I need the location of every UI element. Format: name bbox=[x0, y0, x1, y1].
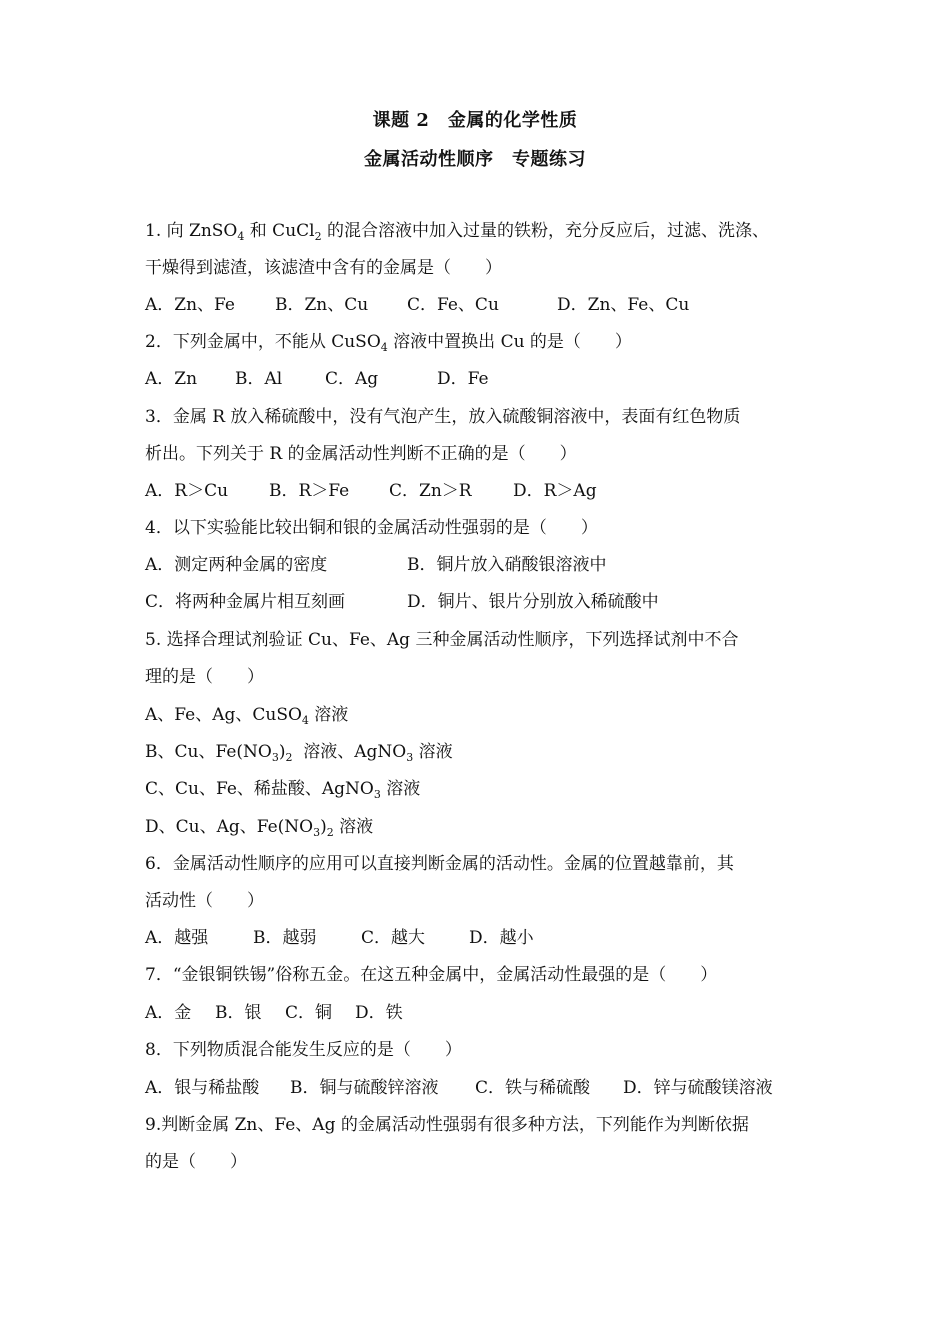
q5d-sub-b: 2 bbox=[326, 826, 334, 839]
option-b: B．越弱 bbox=[253, 928, 317, 948]
q5d-text-a: D、Cu、Ag、Fe(NO bbox=[145, 817, 314, 837]
page-title: 课题 2 金属的化学性质 bbox=[372, 110, 578, 131]
question-1-line-1 bbox=[145, 219, 825, 243]
option-a: A．越强 bbox=[145, 928, 209, 948]
question-6-line-1: 6．金属活动性顺序的应用可以直接判断金属的活动性。金属的位置越靠前，其 bbox=[145, 854, 734, 874]
option-a: A．R＞Cu bbox=[145, 481, 229, 501]
option-a: A．金 bbox=[145, 1003, 192, 1023]
page-subtitle: 金属活动性顺序 专题练习 bbox=[364, 149, 586, 170]
option-c: C．铁与稀硫酸 bbox=[475, 1078, 591, 1098]
q5c-text-a: C、Cu、Fe、稀盐酸、AgNO bbox=[145, 779, 374, 799]
option-d: D．R＞Ag bbox=[513, 481, 597, 501]
question-5-option-d bbox=[145, 815, 825, 839]
question-5-option-c bbox=[145, 777, 825, 801]
option-b: B．R＞Fe bbox=[269, 481, 350, 501]
q1-text-a: 1. 向 ZnSO bbox=[145, 221, 238, 241]
option-d: D．Fe bbox=[437, 369, 489, 389]
question-5-option-a bbox=[145, 703, 825, 727]
q1-sub-a: 4 bbox=[237, 230, 245, 243]
q5d-sub-a: 3 bbox=[313, 826, 321, 839]
q5c-sub-a: 3 bbox=[373, 788, 381, 801]
option-c: C．Ag bbox=[325, 369, 379, 389]
option-d: D．Zn、Fe、Cu bbox=[557, 295, 690, 315]
question-6-line-2: 活动性（ ） bbox=[145, 891, 264, 911]
option-b: B．银 bbox=[215, 1003, 262, 1023]
q5c-text-b: 溶液 bbox=[380, 779, 421, 799]
q2-text-a: 2．下列金属中，不能从 CuSO bbox=[145, 332, 381, 352]
question-7-line-1: 7．“金银铜铁锡”俗称五金。在这五种金属中，金属活动性最强的是（ ） bbox=[145, 965, 718, 985]
option-a: A．Zn、Fe bbox=[145, 295, 235, 315]
option-c: C．将两种金属片相互刻画 bbox=[145, 592, 346, 612]
q2-text-b: 溶液中置换出 Cu 的是（ ） bbox=[387, 332, 632, 352]
q5b-text-c: 溶液、AgNO bbox=[292, 742, 407, 762]
q5b-text-a: B、Cu、Fe(NO bbox=[145, 742, 272, 762]
q1-text-c: 的混合溶液中加入过量的铁粉，充分反应后，过滤、洗涤、 bbox=[321, 221, 769, 241]
option-c: C．Zn＞R bbox=[389, 481, 472, 501]
question-3-line-2: 析出。下列关于 R 的金属活动性判断不正确的是（ ） bbox=[145, 444, 577, 464]
option-c: C．Fe、Cu bbox=[407, 295, 499, 315]
option-d: D．越小 bbox=[469, 928, 534, 948]
option-b: B．Zn、Cu bbox=[275, 295, 369, 315]
option-a: A．Zn bbox=[145, 369, 198, 389]
option-d: D．铁 bbox=[355, 1003, 403, 1023]
q5a-sub-a: 4 bbox=[301, 714, 309, 727]
option-c: C．铜 bbox=[285, 1003, 333, 1023]
q5b-text-d: 溶液 bbox=[413, 742, 453, 762]
option-a: A．测定两种金属的密度 bbox=[145, 555, 328, 575]
q2-sub-a: 4 bbox=[380, 341, 388, 354]
question-8-line-1: 8．下列物质混合能发生反应的是（ ） bbox=[145, 1040, 462, 1060]
question-1-line-2: 干燥得到滤渣，该滤渣中含有的金属是（ ） bbox=[145, 258, 502, 278]
q5a-text-a: A、Fe、Ag、CuSO bbox=[145, 705, 302, 725]
q5b-sub-c: 3 bbox=[406, 751, 414, 764]
option-b: B．Al bbox=[235, 369, 283, 389]
question-3-line-1: 3．金属 R 放入稀硫酸中，没有气泡产生，放入硫酸铜溶液中，表面有红色物质 bbox=[145, 407, 741, 427]
q5d-text-b: ) bbox=[320, 817, 327, 837]
q1-sub-b: 2 bbox=[314, 230, 322, 243]
option-d: D．铜片、银片分别放入稀硫酸中 bbox=[407, 592, 659, 612]
q5b-sub-b: 2 bbox=[285, 751, 293, 764]
option-a: A．银与稀盐酸 bbox=[145, 1078, 260, 1098]
question-4-line-1: 4．以下实验能比较出铜和银的金属活动性强弱的是（ ） bbox=[145, 518, 598, 538]
option-b: B．铜与硫酸锌溶液 bbox=[290, 1078, 439, 1098]
question-5-line-2: 理的是（ ） bbox=[145, 667, 264, 687]
q1-text-b: 和 CuCl bbox=[244, 221, 315, 241]
q5b-sub-a: 3 bbox=[271, 751, 279, 764]
question-9-line-2: 的是（ ） bbox=[145, 1152, 247, 1172]
option-b: B．铜片放入硝酸银溶液中 bbox=[407, 555, 607, 575]
q5b-text-b: ) bbox=[278, 742, 286, 762]
question-5-line-1: 5. 选择合理试剂验证 Cu、Fe、Ag 三种金属活动性顺序，下列选择试剂中不合 bbox=[145, 630, 739, 650]
option-d: D．锌与硫酸镁溶液 bbox=[623, 1078, 773, 1098]
q5d-text-c: 溶液 bbox=[333, 817, 374, 837]
question-9-line-1: 9.判断金属 Zn、Fe、Ag 的金属活动性强弱有很多种方法，下列能作为判断依据 bbox=[145, 1115, 749, 1135]
option-c: C．越大 bbox=[361, 928, 426, 948]
question-2-line-1 bbox=[145, 330, 825, 354]
question-5-option-b bbox=[145, 740, 825, 764]
q5a-text-b: 溶液 bbox=[308, 705, 349, 725]
